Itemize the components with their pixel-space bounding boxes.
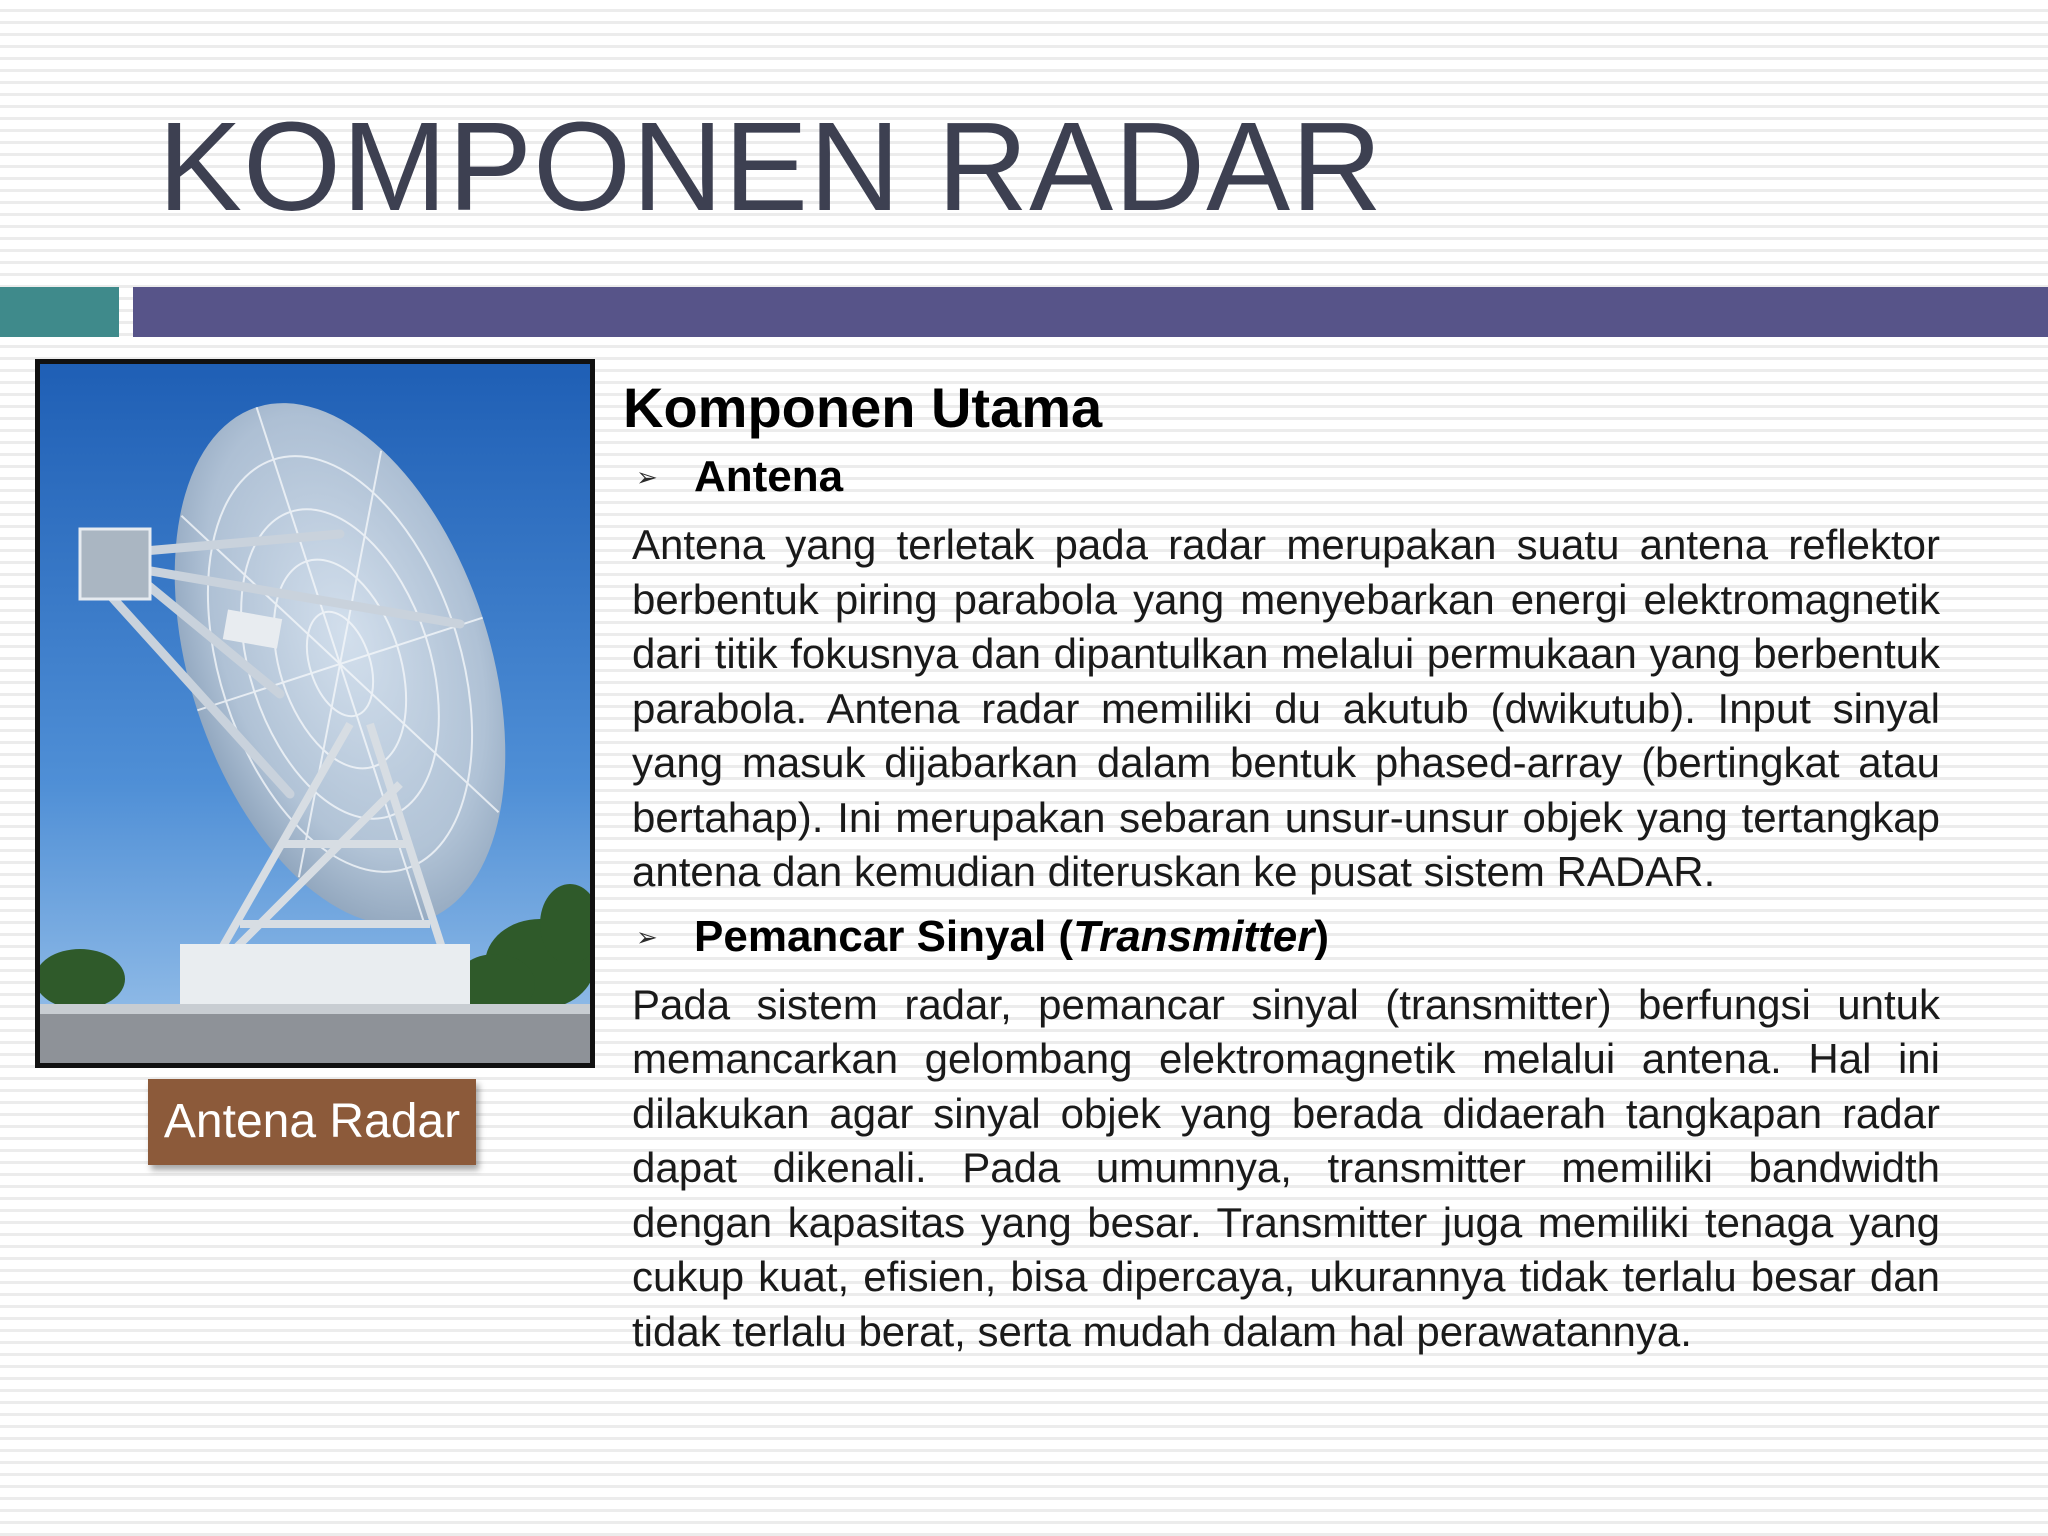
slide-title: KOMPONEN RADAR: [158, 96, 1384, 237]
bullet-title: Antena: [694, 452, 844, 501]
content-area: [622, 372, 1940, 1365]
bullet-antena: [622, 446, 1940, 508]
bullet-pemancar-sinyal: [622, 906, 1940, 968]
image-caption: Antena Radar: [148, 1079, 476, 1165]
paragraph-antena: Antena yang terletak pada radar merupakan suatu antena reflektor berbentuk piring parabola yang menyebarkan energi elektromagnetik dari titik fokusnya dan dipantulkan melalui permukaan yang berbentuk parabola. Antena radar memiliki du akutub (dwikutub). Input sinyal yang masuk dijabarkan dalam bentuk phased-array (bertingkat atau bertahap). Ini merupakan sebaran unsur-unsur objek yang tertangkap antena dan kemudian diteruskan ke pusat sistem RADAR.: [632, 521, 1940, 895]
section-heading: Komponen Utama: [623, 376, 1103, 439]
arrow-bullet-icon: ➢: [636, 462, 658, 492]
arrow-bullet-icon: ➢: [636, 921, 658, 952]
radar-antenna-illustration: [40, 364, 590, 1063]
accent-bar-purple: [133, 287, 2048, 337]
paragraph-pemancar-sinyal: Pada sistem radar, pemancar sinyal (transmitter) berfungsi untuk memancarkan gelombang elektromagnetik melalui antena. Hal ini dilakukan agar sinyal objek yang berada didaerah tangkapan radar dapat dikenali. Pada umumnya, transmitter memiliki bandwidth dengan kapasitas yang besar. Transmitter juga memiliki tenaga yang cukup kuat, efisien, bisa dipercaya, ukurannya tidak terlalu besar dan tidak terlalu berat, serta mudah dalam hal perawatannya.: [632, 980, 1940, 1355]
radar-antenna-photo: [35, 359, 595, 1068]
bullet-title-italic: Transmitter: [1073, 911, 1315, 961]
accent-bar-teal: [0, 287, 119, 337]
bullet-title-end: ): [1314, 911, 1330, 961]
bullet-title: Pemancar Sinyal (: [694, 911, 1074, 961]
